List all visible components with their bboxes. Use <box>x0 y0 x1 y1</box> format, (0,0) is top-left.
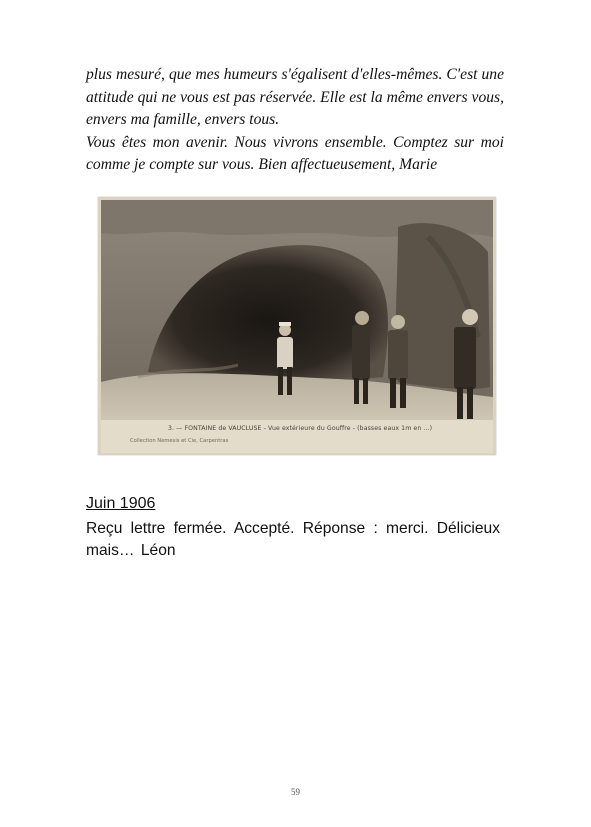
postcard-caption: 3. — FONTAINE de VAUCLUSE - Vue extérieure du Gouffre - (basses eaux 1m en ...) <box>168 425 433 432</box>
letter-excerpt <box>86 64 504 177</box>
entry-text: Reçu lettre fermée. Accepté. Réponse : merci. Délicieux mais… Léon <box>86 520 500 559</box>
letter-paragraph-1: plus mesuré, que mes humeurs s'égalisent d'elles-mêmes. C'est une attitude qui ne vous est pas réservée. Elle est la même envers vous, envers ma famille, envers tous. <box>86 66 504 128</box>
entry-date-heading: Juin 1906 <box>86 495 156 512</box>
postcard-photo <box>98 197 496 455</box>
page-number: 59 <box>291 787 300 797</box>
letter-paragraph-2: Vous êtes mon avenir. Nous vivrons ensemble. Comptez sur moi comme je compte sur vous. Bien affectueusement, Marie <box>86 133 504 173</box>
postcard-publisher: Collection Nemesis et Cie, Carpentras <box>130 438 229 444</box>
postcard-image <box>98 197 496 455</box>
